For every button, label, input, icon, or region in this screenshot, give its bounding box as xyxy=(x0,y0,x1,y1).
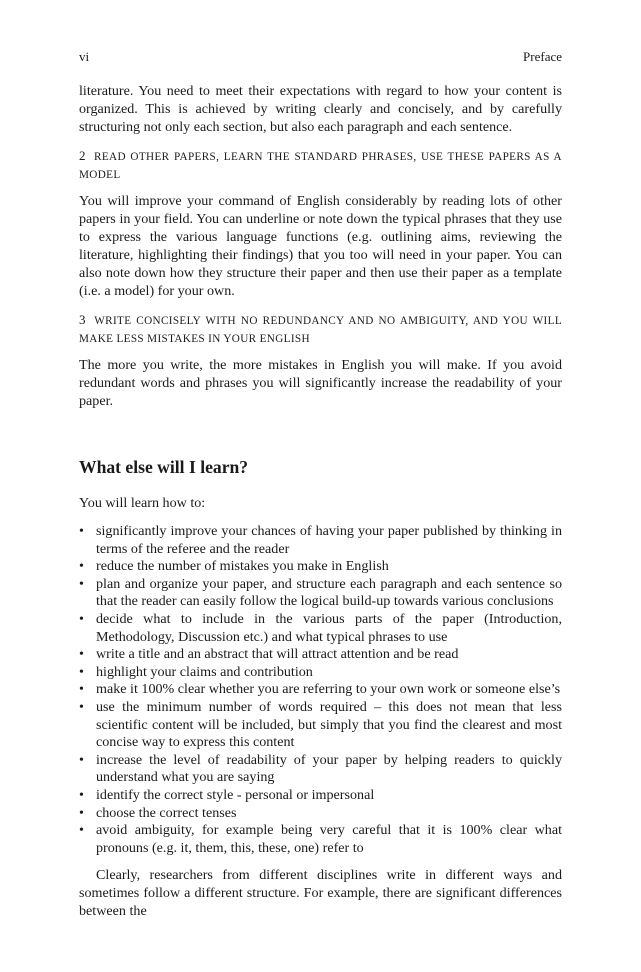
list-item-text: use the minimum number of words required – this does not mean that less scientific content will be included, but simply that you find the clearest and most concise way to express this content xyxy=(96,698,562,751)
list-item-text: avoid ambiguity, for example being very careful that it is 100% clear what pronouns (e.g. it, them, this, these, one) refer to xyxy=(96,822,562,856)
list-item xyxy=(79,699,562,752)
list-item xyxy=(79,576,562,611)
bullet-icon: • xyxy=(79,804,84,821)
list-item xyxy=(79,752,562,787)
tip-paragraph: The more you write, the more mistakes in English you will make. If you avoid redundant words and phrases you will significantly increase the readability of your paper. xyxy=(79,357,562,409)
tip-heading xyxy=(79,311,562,348)
section-intro: You will learn how to: xyxy=(79,495,206,511)
bullet-icon: • xyxy=(79,646,84,663)
book-page xyxy=(79,48,562,920)
list-item xyxy=(79,681,562,699)
running-title: Preface xyxy=(523,49,562,64)
list-item-text: make it 100% clear whether you are referring to your own work or someone else’s xyxy=(96,681,561,698)
continuation-paragraph: literature. You need to meet their expectations with regard to how your content is organized. This is achieved by writing clearly and concisely, and by carefully structuring not only each section, but also each paragraph and each sentence. xyxy=(79,83,562,135)
tip-heading-text: WRITE CONCISELY WITH NO REDUNDANCY AND NO AMBIGUITY, AND YOU WILL MAKE LESS MISTAKES IN YOUR ENGLISH xyxy=(79,315,563,345)
closing-paragraph: Clearly, researchers from different disciplines write in different ways and sometimes follow a different structure. For example, there are significant differences between the xyxy=(79,867,562,920)
list-item xyxy=(79,646,562,664)
list-item xyxy=(79,611,562,646)
page-number: vi xyxy=(79,49,90,64)
bullet-icon: • xyxy=(79,558,84,575)
list-item xyxy=(79,805,562,823)
list-item-text: plan and organize your paper, and structure each paragraph and each sentence so that the reader can easily follow the logical build-up towards various conclusions xyxy=(96,575,562,610)
tip-heading-text: READ OTHER PAPERS, LEARN THE STANDARD PHRASES, USE THESE PAPERS AS A MODEL xyxy=(79,151,562,181)
list-item xyxy=(79,822,562,857)
list-item xyxy=(79,523,562,558)
section-title: What else will I learn? xyxy=(79,457,249,477)
bullet-icon: • xyxy=(79,523,84,539)
list-item-text: write a title and an abstract that will attract attention and be read xyxy=(96,646,459,663)
tip-number: 2 xyxy=(79,148,86,163)
list-item-text: significantly improve your chances of having your paper published by thinking in terms of the referee and the reader xyxy=(96,523,562,557)
learning-list xyxy=(79,523,562,857)
bullet-icon: • xyxy=(79,575,84,592)
bullet-icon: • xyxy=(79,610,84,627)
list-item-text: choose the correct tenses xyxy=(96,804,237,821)
tip-heading xyxy=(79,147,562,184)
running-header xyxy=(79,48,562,66)
tip-number: 3 xyxy=(79,312,86,327)
bullet-icon: • xyxy=(79,786,84,803)
tip-paragraph: You will improve your command of English considerably by reading lots of other papers in your field. You can underline or note down the typical phrases that they use to express the various language functions (e.g. outlining aims, reviewing the literature, highlighting their findings) that you too will need in your paper. You can also note down how they structure their paper and then use their paper as a template (i.e. a model) for your own. xyxy=(79,193,562,299)
list-item-text: highlight your claims and contribution xyxy=(96,663,313,680)
list-item xyxy=(79,664,562,682)
bullet-icon: • xyxy=(79,681,84,698)
bullet-icon: • xyxy=(79,751,84,768)
bullet-icon: • xyxy=(79,698,84,715)
list-item xyxy=(79,787,562,805)
list-item-text: reduce the number of mistakes you make in English xyxy=(96,558,389,575)
list-item-text: identify the correct style - personal or impersonal xyxy=(96,786,375,803)
list-item xyxy=(79,558,562,576)
list-item-text: increase the level of readability of your paper by helping readers to quickly understand what you are saying xyxy=(96,751,562,786)
bullet-icon: • xyxy=(79,822,84,839)
list-item-text: decide what to include in the various parts of the paper (Introduction, Methodology, Discussion etc.) and what typical phrases to use xyxy=(96,610,562,645)
bullet-icon: • xyxy=(79,663,84,680)
